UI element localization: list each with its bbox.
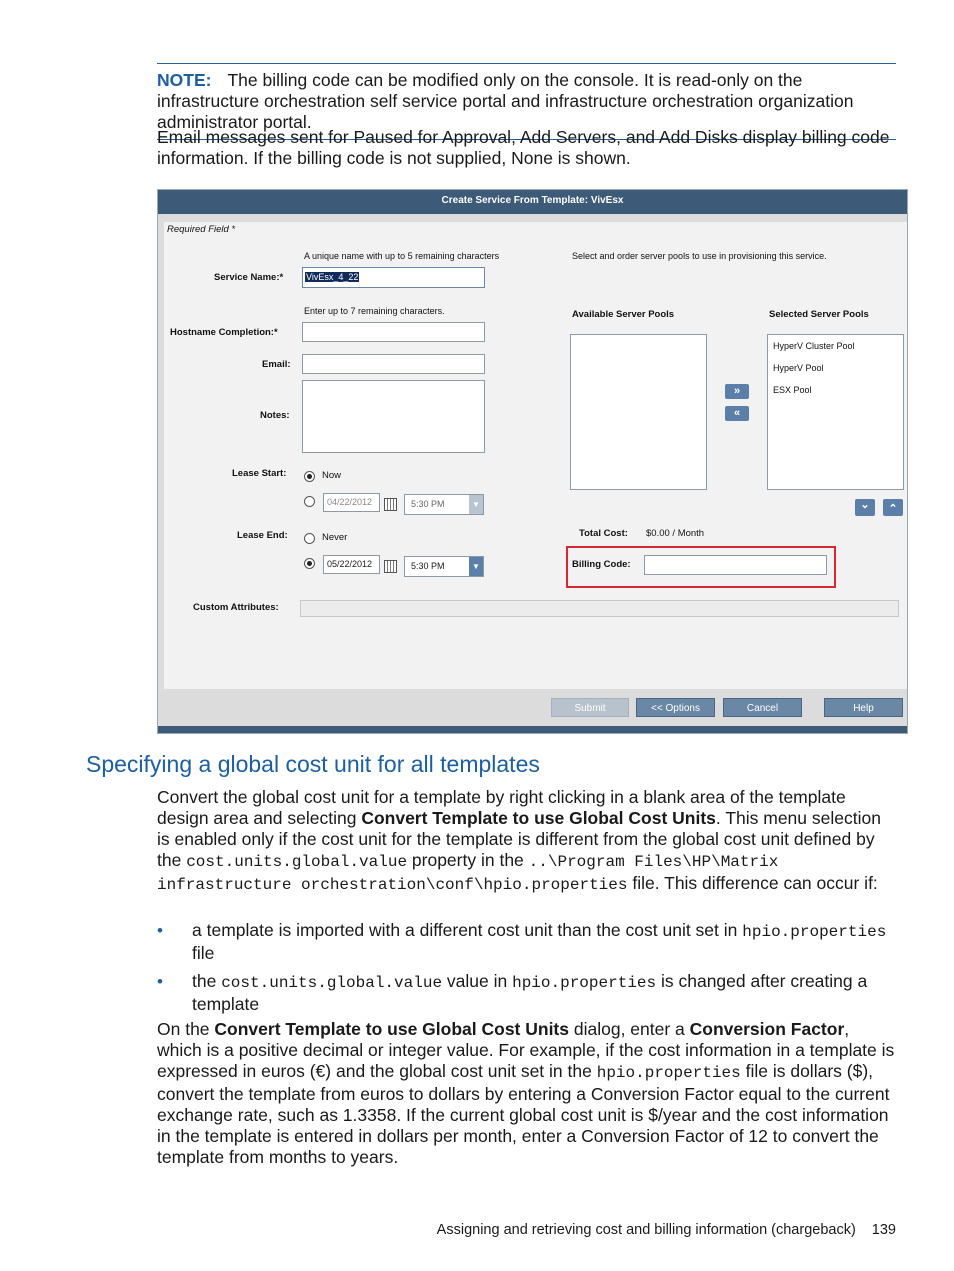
text-span: file xyxy=(192,943,215,963)
move-down-button[interactable] xyxy=(855,499,875,516)
end-calendar-icon[interactable] xyxy=(384,560,397,573)
never-label: Never xyxy=(322,532,348,543)
text-span: property in the xyxy=(407,850,529,870)
chevron-down-icon: ▼ xyxy=(469,557,483,576)
text-span: value in xyxy=(442,971,513,991)
note-text: The billing code can be modified only on the console. It is read-only on the infrastructure orchestration self service portal and infrastructure orchestration organization administrator portal. xyxy=(157,70,854,132)
total-cost-label: Total Cost: xyxy=(579,528,628,539)
text-span: , which is a positive decimal or integer value. For example, if the cost information in a template is expressed in euros (€) and the global cost unit set in the xyxy=(157,1019,895,1081)
selected-pools-list[interactable] xyxy=(767,334,904,490)
start-time-value: 5:30 PM xyxy=(411,499,445,509)
create-service-screenshot xyxy=(157,189,908,734)
text-span: file is dollars ($), convert the template from euros to dollars by entering a Conversion Factor equal to the current exchange rate, such as 1.3358. If the current global cost unit is $/year and the cost information in the template is entered in dollars per month, enter a Conversion Factor of 12 to convert the template from months to years. xyxy=(157,1061,890,1167)
section-paragraph-2 xyxy=(157,1019,897,1168)
service-name-hint: A unique name with up to 5 remaining characters xyxy=(304,251,500,261)
selected-pools-label: Selected Server Pools xyxy=(769,309,869,320)
property-name: cost.units.global.value xyxy=(186,853,408,871)
start-time-select[interactable] xyxy=(404,494,484,515)
text-span: . This menu selection is enabled only if the cost unit for the template is different from the global cost unit defined by the xyxy=(157,808,881,870)
email-label: Email: xyxy=(262,359,291,370)
page-footer xyxy=(437,1222,896,1238)
chevron-down-icon: ⌄ xyxy=(860,499,870,511)
file-name: hpio.properties xyxy=(512,974,657,992)
note-label: NOTE: xyxy=(157,70,212,90)
email-input[interactable] xyxy=(302,354,485,374)
file-path: ..\Program Files\HP\Matrix infrastructure orchestration\conf\hpio.properties xyxy=(157,853,779,894)
dialog-name: Convert Template to use Global Cost Units xyxy=(214,1019,569,1039)
lease-start-now-radio[interactable] xyxy=(304,471,315,482)
dialog-footer-bar xyxy=(158,726,907,733)
bullet-list xyxy=(157,920,897,1022)
total-cost-value: $0.00 / Month xyxy=(646,528,705,539)
text-span: dialog, enter a xyxy=(569,1019,690,1039)
text-span: is changed after creating a template xyxy=(192,971,868,1014)
custom-attributes-label: Custom Attributes: xyxy=(193,602,279,613)
text-span: the xyxy=(192,971,222,991)
required-field-note: Required Field * xyxy=(167,224,236,235)
billing-code-input[interactable] xyxy=(644,555,827,575)
add-pool-button[interactable] xyxy=(725,384,749,399)
chevron-up-icon: ⌃ xyxy=(888,503,898,515)
dialog-title: Create Service From Template: VivEsx xyxy=(158,190,907,214)
list-item xyxy=(157,971,897,1015)
lease-start-label: Lease Start: xyxy=(232,468,287,479)
submit-button[interactable]: Submit xyxy=(551,698,629,717)
service-name-input[interactable] xyxy=(302,267,485,288)
field-name: Conversion Factor xyxy=(689,1019,845,1039)
start-calendar-icon[interactable] xyxy=(384,498,397,511)
hostname-input[interactable] xyxy=(302,322,485,342)
notes-label: Notes: xyxy=(260,410,290,421)
available-pools-list[interactable] xyxy=(570,334,707,490)
pools-hint: Select and order server pools to use in provisioning this service. xyxy=(572,251,827,261)
now-label: Now xyxy=(322,470,342,481)
lease-end-date-radio[interactable] xyxy=(304,558,315,569)
double-chevron-right-icon: » xyxy=(733,385,741,397)
section-paragraph-1 xyxy=(157,787,897,896)
menu-item-name: Convert Template to use Global Cost Units xyxy=(361,808,716,828)
list-item[interactable]: ESX Pool xyxy=(773,385,812,395)
service-name-value: VivEsx_4_22 xyxy=(306,272,359,282)
list-item[interactable]: HyperV Cluster Pool xyxy=(773,341,855,351)
list-item[interactable]: HyperV Pool xyxy=(773,363,824,373)
start-date-input[interactable]: 04/22/2012 xyxy=(323,493,380,512)
page-number: 139 xyxy=(871,1222,896,1238)
end-date-input[interactable]: 05/22/2012 xyxy=(323,555,380,574)
list-item xyxy=(157,920,897,964)
lease-end-label: Lease End: xyxy=(237,530,288,541)
text-span: On the xyxy=(157,1019,215,1039)
hostname-hint: Enter up to 7 remaining characters. xyxy=(304,306,445,316)
service-name-label: Service Name:* xyxy=(214,272,284,283)
file-name: hpio.properties xyxy=(742,923,887,941)
bullet-icon: • xyxy=(157,972,163,991)
remove-pool-button[interactable] xyxy=(725,406,749,421)
end-time-value: 5:30 PM xyxy=(411,561,445,571)
cancel-button[interactable]: Cancel xyxy=(723,698,802,717)
notes-textarea[interactable] xyxy=(302,380,485,453)
email-paragraph: Email messages sent for Paused for Approval, Add Servers, and Add Disks display billing code information. If the billing code is not supplied, None is shown. xyxy=(157,127,890,168)
custom-attributes-field[interactable] xyxy=(300,600,899,617)
section-heading: Specifying a global cost unit for all templates xyxy=(86,751,540,777)
hostname-label: Hostname Completion:* xyxy=(170,327,278,338)
end-time-select[interactable] xyxy=(404,556,484,577)
lease-start-date-radio[interactable] xyxy=(304,496,315,507)
bullet-icon: • xyxy=(157,921,163,940)
text-span: a template is imported with a different cost unit than the cost unit set in xyxy=(192,920,743,940)
footer-text: Assigning and retrieving cost and billing information (chargeback) xyxy=(436,1222,856,1238)
billing-code-label: Billing Code: xyxy=(572,559,631,570)
help-button[interactable]: Help xyxy=(824,698,903,717)
property-name: cost.units.global.value xyxy=(221,974,443,992)
available-pools-label: Available Server Pools xyxy=(572,309,675,320)
chevron-down-icon: ▼ xyxy=(469,495,483,514)
text-span: file. This difference can occur if: xyxy=(627,873,878,893)
double-chevron-left-icon: « xyxy=(733,407,741,419)
dialog-panel xyxy=(164,222,907,689)
text-span: Convert the global cost unit for a template by right clicking in a blank area of the template design area and selecting xyxy=(157,787,846,828)
lease-end-never-radio[interactable] xyxy=(304,533,315,544)
options-button[interactable]: << Options xyxy=(636,698,715,717)
file-name: hpio.properties xyxy=(596,1064,741,1082)
move-up-button[interactable] xyxy=(883,499,903,516)
